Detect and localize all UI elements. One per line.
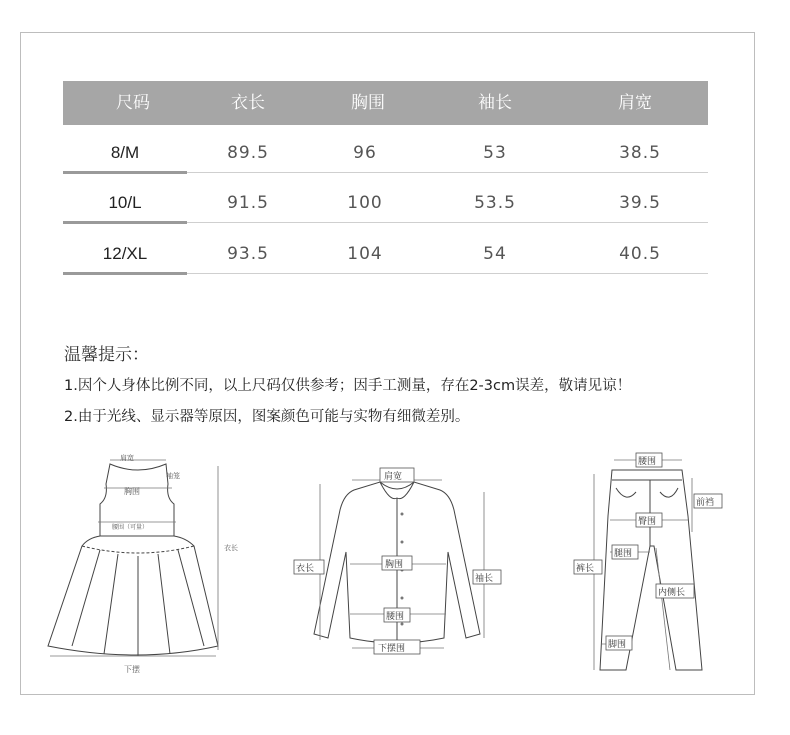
pants-label-leg-opening: 脚围	[608, 640, 627, 650]
cell-size: 12/XL	[102, 244, 148, 263]
row-accent	[63, 171, 187, 174]
row-accent	[63, 221, 187, 224]
header-length: 衣长	[231, 93, 265, 113]
cell-length: 93.5	[227, 244, 269, 264]
cell-length: 89.5	[227, 143, 269, 163]
dress-label-hem: 下摆	[124, 665, 140, 674]
header-sleeve: 袖长	[478, 93, 512, 113]
pants-measurement-diagram	[570, 448, 730, 676]
tips-title: 温馨提示：	[64, 345, 149, 365]
shirt-label-sleeve: 袖长	[475, 574, 494, 584]
shirt-label-chest: 胸围	[385, 560, 404, 570]
shirt-label-waist: 腰围	[386, 612, 405, 622]
table-row	[63, 185, 708, 223]
cell-shoulder: 40.5	[619, 244, 661, 264]
pants-label-hip: 臀围	[638, 517, 657, 527]
cell-chest: 96	[353, 143, 377, 163]
tip-line-1: 1.因个人身体比例不同，以上尺码仅供参考；因手工测量，存在2-3cm误差，敬请见谅！	[64, 378, 632, 394]
row-accent	[63, 272, 187, 275]
shirt-label-hem: 下摆围	[378, 644, 406, 654]
dress-label-armhole: 袖笼	[166, 472, 180, 480]
tip-line-2: 2.由于光线、显示器等原因，图案颜色可能与实物有细微差别。	[64, 409, 470, 425]
table-row	[63, 135, 708, 173]
header-size: 尺码	[116, 93, 150, 113]
cell-sleeve: 54	[483, 244, 507, 264]
cell-sleeve: 53.5	[474, 193, 516, 213]
cell-shoulder: 39.5	[619, 193, 661, 213]
pants-label-waist: 腰围	[638, 457, 657, 467]
header-chest: 胸围	[351, 93, 385, 113]
cell-length: 91.5	[227, 193, 269, 213]
dress-label-length: 衣长	[224, 544, 238, 552]
table-row	[63, 236, 708, 274]
pants-label-inseam: 内侧长	[658, 588, 686, 598]
pants-label-rise: 前裆	[696, 498, 715, 508]
cell-chest: 104	[347, 244, 383, 264]
cell-shoulder: 38.5	[619, 143, 661, 163]
size-table-header	[63, 81, 708, 125]
shirt-label-length: 衣长	[296, 564, 315, 574]
cell-size: 8/M	[110, 143, 140, 162]
shirt-measurement-diagram	[290, 462, 505, 660]
dress-label-chest: 胸围	[124, 487, 140, 496]
pants-label-thigh: 腿围	[614, 549, 633, 559]
dress-label-waist: 腰围（可量）	[112, 524, 149, 531]
dress-label-shoulder: 肩宽	[120, 454, 134, 462]
cell-chest: 100	[347, 193, 383, 213]
dress-measurement-diagram	[40, 450, 240, 678]
header-shoulder: 肩宽	[618, 93, 652, 113]
pants-label-length: 裤长	[576, 564, 595, 574]
shirt-label-shoulder: 肩宽	[384, 472, 403, 482]
cell-size: 10/L	[108, 193, 142, 212]
cell-sleeve: 53	[483, 143, 507, 163]
